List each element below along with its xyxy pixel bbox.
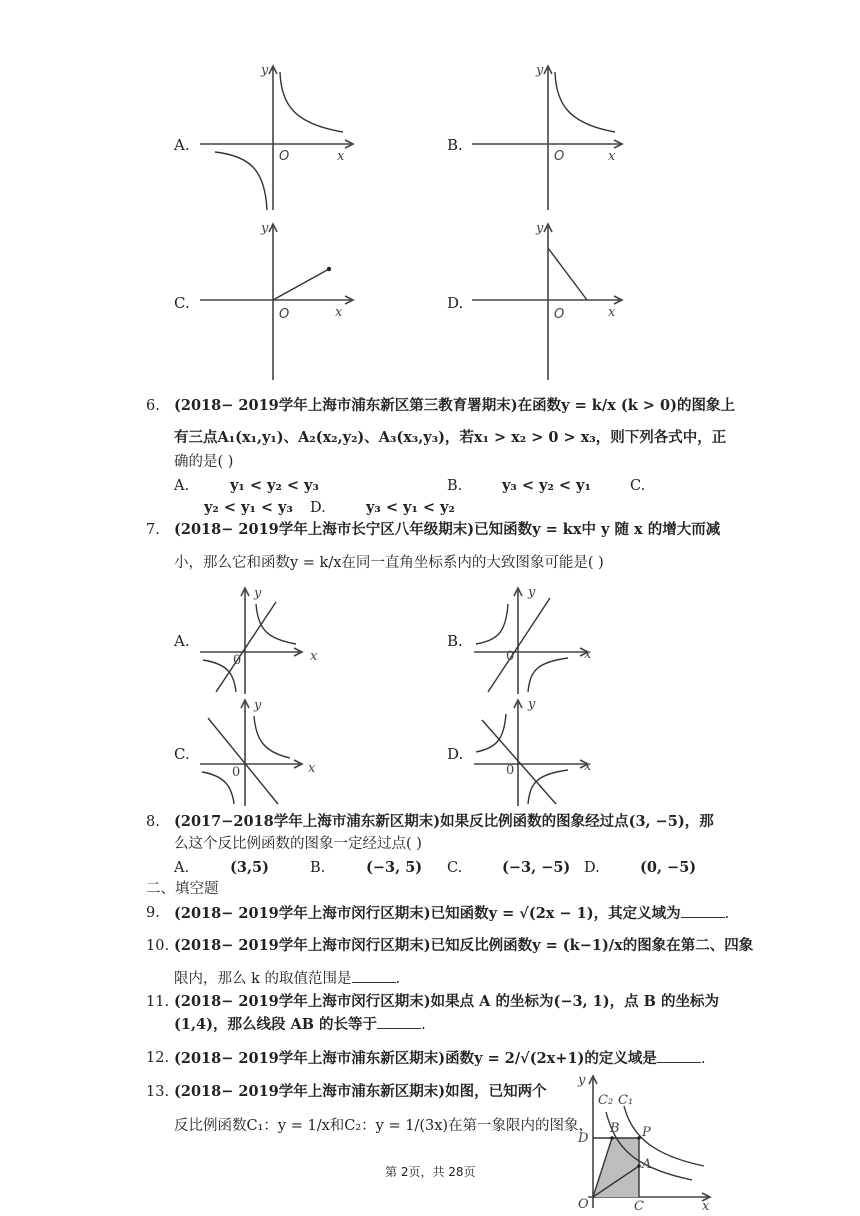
origin-label: 0	[506, 649, 515, 664]
fig-c2-label: C₂	[598, 1093, 614, 1108]
q7-number: 7.	[146, 522, 160, 538]
q13-number: 13.	[146, 1084, 170, 1100]
origin-label: 0	[506, 763, 515, 778]
q6-option-a-label: A.	[174, 478, 190, 494]
q6-option-b: y₃ < y₂ < y₁	[502, 477, 591, 494]
fig-y-label: y	[578, 1073, 586, 1088]
q10-end: .	[395, 971, 401, 987]
q7-line1: (2018− 2019学年上海市长宁区八年级期末)已知函数y = kx中 y 随 x 的增大而减	[174, 521, 721, 538]
q9-number: 9.	[146, 905, 160, 921]
fig-x-label: x	[702, 1199, 710, 1212]
axis-y-label: y	[528, 697, 536, 712]
origin-label: O	[279, 307, 290, 322]
origin-label: O	[279, 149, 290, 164]
q5-graph-c	[195, 220, 360, 382]
q5-option-b-label: B.	[447, 136, 463, 154]
q13-figure	[560, 1070, 720, 1212]
q8-line1: (2017−2018学年上海市浦东新区期末)如果反比例函数的图象经过点(3, −5)，那	[174, 813, 714, 830]
q5-option-a-label: A.	[174, 136, 190, 154]
fig-d-label: D	[578, 1131, 589, 1146]
q8-line2: 么这个反比例函数的图象一定经过点( )	[174, 836, 422, 852]
q6-line3: 确的是( )	[174, 454, 234, 470]
origin-label: 0	[233, 653, 242, 668]
axis-x-label: x	[335, 305, 343, 320]
q5-option-c-label: C.	[174, 294, 190, 312]
q11-number: 11.	[146, 994, 170, 1010]
q7-option-c-label: C.	[174, 745, 190, 763]
axis-y-label: y	[254, 586, 262, 601]
q8-number: 8.	[146, 814, 160, 830]
q12-text-line	[174, 1048, 706, 1069]
q11-line2-row	[174, 1014, 426, 1035]
q5-graph-d	[470, 220, 630, 382]
q7-graph-b	[472, 584, 602, 696]
axis-y-label: y	[254, 698, 262, 713]
q6-option-d: y₃ < y₁ < y₂	[366, 499, 455, 516]
fig-o-label: O	[578, 1197, 589, 1212]
q7-graph-c	[198, 696, 328, 808]
q10-number: 10.	[146, 938, 170, 954]
q6-number: 6.	[146, 398, 160, 414]
q7-option-a-label: A.	[174, 632, 190, 650]
axis-x-label: x	[337, 149, 345, 164]
fig-c-label: C	[634, 1199, 644, 1212]
axis-x-label: x	[308, 761, 316, 776]
q7-option-b-label: B.	[447, 632, 463, 650]
q10-line2-row	[174, 968, 400, 989]
q7-graph-a	[198, 584, 328, 696]
q12-text: (2018− 2019学年上海市浦东新区期末)函数y = 2/√(2x+1)的定义域是	[174, 1050, 657, 1067]
q6-option-b-label: B.	[447, 478, 463, 494]
axis-y-label: y	[536, 221, 544, 236]
q7-line2: 小，那么它和函数y = k/x在同一直角坐标系内的大致图象可能是( )	[174, 555, 604, 571]
q8-option-d-label: D.	[584, 860, 600, 876]
fig-c1-label: C₁	[618, 1093, 634, 1108]
axis-y-label: y	[528, 585, 536, 600]
q8-option-d: (0, −5)	[640, 859, 697, 876]
section-title: 二、填空题	[146, 881, 219, 897]
q9-text: (2018− 2019学年上海市闵行区期末)已知函数y = √(2x − 1)，其定义域为	[174, 905, 681, 922]
q11-line1: (2018− 2019学年上海市闵行区期末)如果点 A 的坐标为(−3, 1)，点 B 的坐标为	[174, 993, 719, 1010]
q12-number: 12.	[146, 1050, 170, 1066]
q8-option-a-label: A.	[174, 860, 190, 876]
q5-graph-b	[470, 60, 630, 215]
q10-line2: 限内，那么 k 的取值范围是	[174, 971, 352, 987]
fig-p-label: P	[642, 1125, 651, 1140]
origin-label: 0	[232, 765, 241, 780]
axis-x-label: x	[584, 647, 592, 662]
q9-text-line	[174, 903, 729, 924]
axis-y-label: y	[261, 63, 269, 78]
q6-line2: 有三点A₁(x₁,y₁)、A₂(x₂,y₂)、A₃(x₃,y₃)，若x₁ > x₂ > 0 > x₃，则下列各式中，正	[174, 429, 727, 446]
q8-option-c: (−3, −5)	[502, 859, 571, 876]
axis-y-label: y	[261, 221, 269, 236]
q13-line1: (2018− 2019学年上海市浦东新区期末)如图，已知两个	[174, 1083, 547, 1100]
q8-option-c-label: C.	[447, 860, 463, 876]
axis-x-label: x	[584, 759, 592, 774]
origin-label: O	[554, 307, 565, 322]
q9-answer-blank[interactable]	[681, 903, 725, 918]
axis-x-label: x	[608, 305, 616, 320]
q8-option-b-label: B.	[310, 860, 326, 876]
q12-end: .	[700, 1051, 706, 1067]
q6-option-a: y₁ < y₂ < y₃	[230, 477, 319, 494]
page-footer: 第 2页，共 28页	[385, 1165, 476, 1179]
q6-option-d-label: D.	[310, 500, 326, 516]
q7-graph-d	[472, 696, 602, 808]
q13-line2: 反比例函数C₁：y = 1/x和C₂：y = 1/(3x)在第一象限内的图象，	[174, 1118, 594, 1134]
axis-x-label: x	[310, 649, 318, 664]
q8-option-a: (3,5)	[230, 859, 269, 876]
origin-label: O	[554, 149, 565, 164]
q12-answer-blank[interactable]	[657, 1048, 701, 1063]
axis-x-label: x	[608, 149, 616, 164]
q11-line2: (1,4)，那么线段 AB 的长等于	[174, 1016, 378, 1033]
q5-graph-a	[195, 60, 360, 215]
q8-option-b: (−3, 5)	[366, 859, 423, 876]
fig-b-label: B	[610, 1121, 620, 1136]
q10-line1: (2018− 2019学年上海市闵行区期末)已知反比例函数y = (k−1)/x的图象在第二、四象	[174, 937, 754, 954]
q7-option-d-label: D.	[447, 745, 464, 763]
q5-option-d-label: D.	[447, 294, 464, 312]
q10-answer-blank[interactable]	[352, 968, 396, 983]
q6-line1: (2018− 2019学年上海市浦东新区第三教育署期末)在函数y = k/x (k > 0)的图象上	[174, 397, 735, 414]
q9-end: .	[724, 906, 730, 922]
q11-end: .	[421, 1017, 426, 1033]
axis-y-label: y	[536, 63, 544, 78]
fig-a-label: A	[642, 1157, 652, 1172]
q11-answer-blank[interactable]	[377, 1014, 421, 1029]
q6-option-c-label: C.	[630, 478, 646, 494]
q6-option-c: y₂ < y₁ < y₃	[204, 499, 293, 516]
